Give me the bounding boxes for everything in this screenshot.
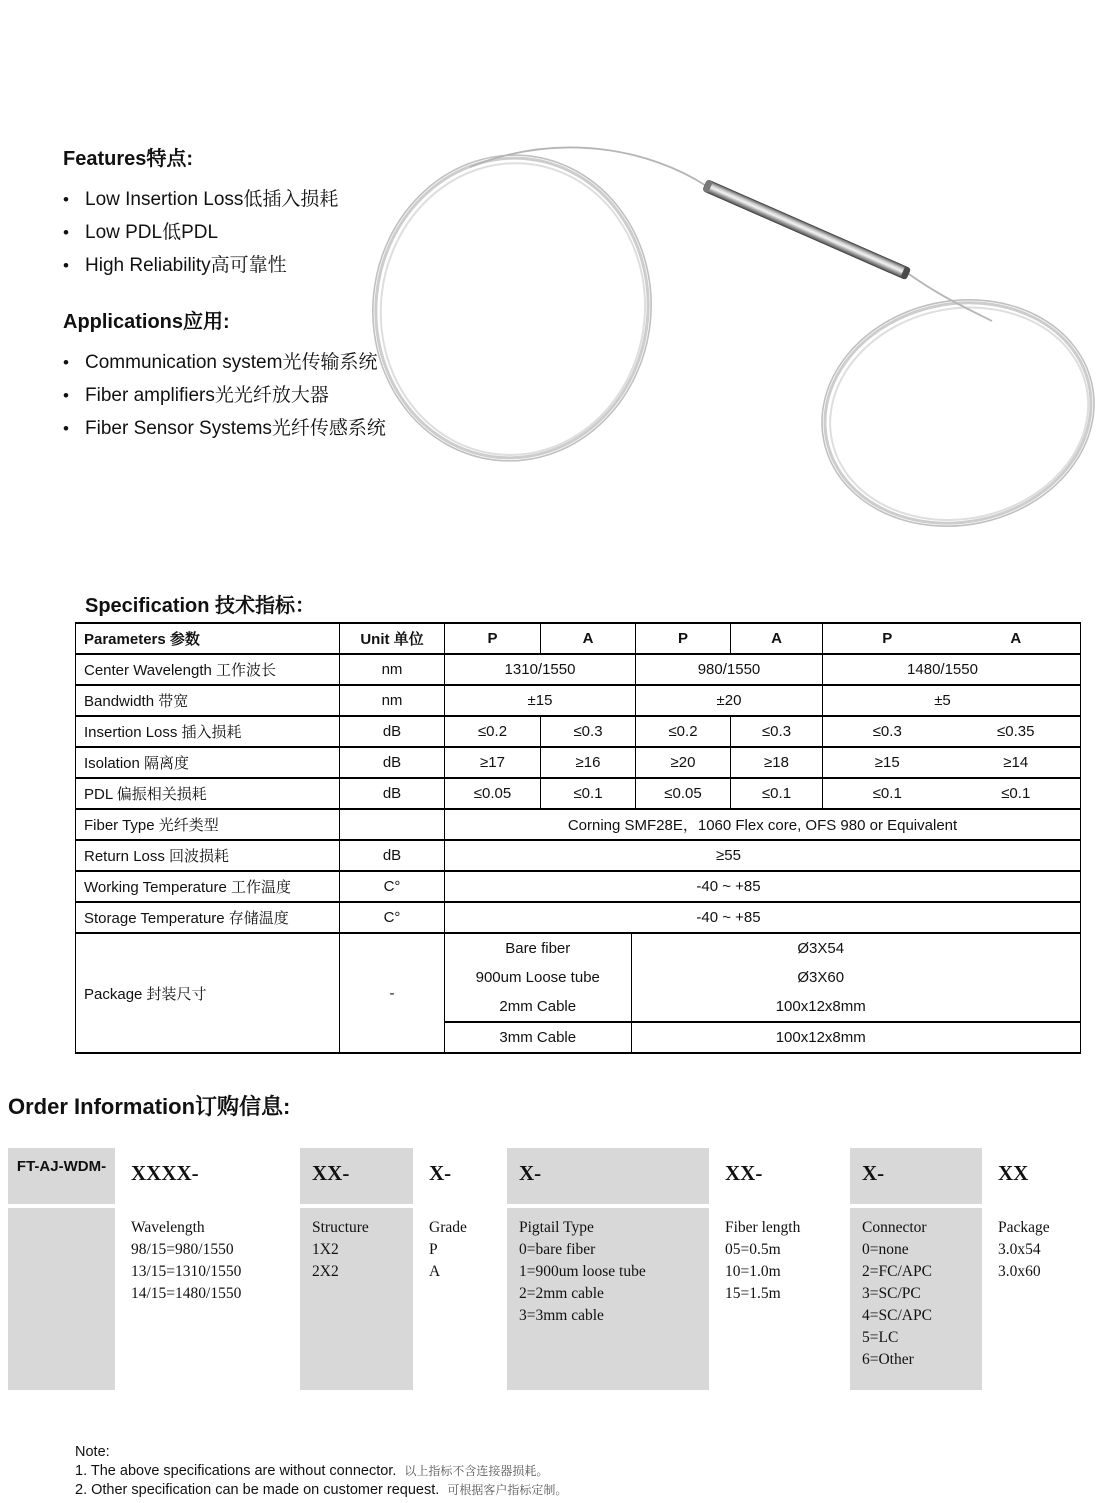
order-code: XX	[998, 1161, 1029, 1185]
table-row-package	[76, 933, 1081, 1053]
order-option: Structure	[312, 1219, 369, 1236]
row-label: Insertion Loss 插入损耗	[76, 716, 340, 747]
row-unit: nm	[340, 685, 445, 716]
spec-header-parameters: Parameters 参数	[76, 623, 340, 654]
application-text: Fiber Sensor Systems光纤传感系统	[85, 418, 386, 439]
applications-title: Applications应用:	[63, 311, 230, 333]
row-unit: nm	[340, 654, 445, 685]
table-row-storage-temperature	[76, 902, 1081, 933]
row-value: ±15	[445, 685, 636, 716]
note-section	[75, 1443, 567, 1500]
applications-section	[63, 305, 386, 445]
order-code: XX-	[300, 1148, 413, 1204]
table-row-pdl	[76, 778, 1081, 809]
order-option: 2X2	[312, 1263, 339, 1280]
row-unit: -	[340, 933, 445, 1053]
row-value: ≥18	[731, 747, 823, 778]
bullet-icon: •	[63, 386, 69, 405]
features-title: Features特点:	[63, 148, 194, 170]
order-information-table	[8, 1148, 1093, 1390]
row-label: PDL 偏振相关损耗	[76, 778, 340, 809]
feature-text: Low PDL低PDL	[85, 222, 219, 243]
row-label: Fiber Type 光纤类型	[76, 809, 340, 840]
order-option: Grade	[429, 1219, 467, 1236]
note-item	[75, 1462, 567, 1481]
spec-header-grade: P	[445, 623, 541, 654]
order-option: Fiber length	[725, 1219, 801, 1236]
row-value: ≤0.05	[636, 778, 731, 809]
note-item	[75, 1481, 567, 1500]
order-options	[986, 1208, 1089, 1390]
specification-table	[75, 622, 1081, 1054]
bullet-icon: •	[63, 190, 69, 209]
order-column-connector	[850, 1148, 982, 1390]
order-option: 14/15=1480/1550	[131, 1285, 242, 1302]
row-value: 1310/1550	[445, 654, 636, 685]
spec-header-grade: A	[731, 623, 823, 654]
fiber-coil-right	[801, 275, 1100, 551]
row-value: ±5	[823, 685, 1081, 716]
order-option: 1X2	[312, 1241, 339, 1258]
table-row-isolation	[76, 747, 1081, 778]
package-subtable	[445, 934, 1080, 1052]
row-value: ≥20	[636, 747, 731, 778]
order-option: 15=1.5m	[725, 1285, 781, 1302]
order-option: 3=3mm cable	[519, 1307, 604, 1324]
package-size: Ø3X60	[797, 969, 845, 986]
order-options	[8, 1208, 115, 1390]
row-value: ≤0.1	[823, 778, 952, 809]
table-row	[445, 992, 1080, 1022]
table-row-fiber-type	[76, 809, 1081, 840]
order-options	[850, 1208, 982, 1390]
row-label: Package 封装尺寸	[76, 933, 340, 1053]
order-options	[119, 1208, 296, 1390]
row-unit: C°	[340, 871, 445, 902]
package-size: 100x12x8mm	[631, 1022, 1080, 1052]
order-option: Connector	[862, 1219, 927, 1236]
order-column-package	[986, 1148, 1089, 1390]
spec-header-unit: Unit 单位	[340, 623, 445, 654]
row-value: ≤0.2	[636, 716, 731, 747]
order-option: 13/15=1310/1550	[131, 1263, 242, 1280]
order-option: Pigtail Type	[519, 1219, 594, 1236]
spec-header-grade: P	[823, 623, 952, 654]
order-option: A	[429, 1263, 441, 1280]
row-value: -40 ~ +85	[445, 871, 1081, 902]
row-label: Return Loss 回波损耗	[76, 840, 340, 871]
note-text-zh: 可根据客户指标定制。	[447, 1483, 568, 1497]
package-size: 100x12x8mm	[775, 998, 866, 1015]
table-row	[445, 934, 1080, 963]
order-option: Package	[998, 1219, 1050, 1236]
row-label: Center Wavelength 工作波长	[76, 654, 340, 685]
order-option: Wavelength	[131, 1219, 205, 1236]
row-label: Storage Temperature 存储温度	[76, 902, 340, 933]
package-type: Bare fiber	[445, 934, 631, 963]
order-options	[713, 1208, 846, 1390]
table-row-insertion-loss	[76, 716, 1081, 747]
order-code: XX-	[725, 1161, 763, 1185]
row-value: ≤0.2	[445, 716, 541, 747]
order-code: FT-AJ-WDM-	[8, 1148, 115, 1204]
order-column-prefix	[8, 1148, 115, 1390]
order-column-wavelength	[119, 1148, 296, 1390]
order-option: 3.0x54	[998, 1241, 1041, 1258]
row-unit: C°	[340, 902, 445, 933]
order-option: P	[429, 1241, 438, 1258]
list-item	[63, 183, 338, 216]
order-options	[300, 1208, 413, 1390]
table-row-center-wavelength	[76, 654, 1081, 685]
bullet-icon: •	[63, 353, 69, 372]
row-value: ≥17	[445, 747, 541, 778]
order-code: X-	[429, 1161, 452, 1185]
row-value: ≤0.05	[445, 778, 541, 809]
specification-table-wrap	[75, 622, 1081, 1054]
row-value: ≥14	[952, 747, 1081, 778]
spec-header-row	[76, 623, 1081, 654]
package-size: Ø3X54	[797, 940, 845, 957]
list-item	[63, 346, 386, 379]
row-value: ≤0.35	[952, 716, 1081, 747]
order-option: 4=SC/APC	[862, 1307, 932, 1324]
row-unit: dB	[340, 716, 445, 747]
package-type: 3mm Cable	[445, 1022, 631, 1052]
order-option: 5=LC	[862, 1329, 899, 1346]
package-type: 900um Loose tube	[445, 963, 631, 992]
order-options	[417, 1208, 503, 1390]
row-value: 980/1550	[636, 654, 823, 685]
spec-header-grade: P	[636, 623, 731, 654]
order-code: X-	[850, 1148, 982, 1204]
row-label: Isolation 隔离度	[76, 747, 340, 778]
list-item	[63, 412, 386, 445]
row-value: ≥16	[541, 747, 636, 778]
bullet-icon: •	[63, 419, 69, 438]
row-value: ≤0.1	[952, 778, 1081, 809]
order-column-pigtail-type	[507, 1148, 709, 1390]
row-value: ≥55	[445, 840, 1081, 871]
row-unit: dB	[340, 747, 445, 778]
note-text-zh: 以上指标不含连接器损耗。	[404, 1464, 549, 1478]
fiber-coil-left	[358, 141, 666, 474]
row-value: 1480/1550	[823, 654, 1081, 685]
order-option: 05=0.5m	[725, 1241, 781, 1258]
row-value: ≤0.3	[541, 716, 636, 747]
order-option: 98/15=980/1550	[131, 1241, 234, 1258]
list-item	[63, 216, 338, 249]
order-column-grade	[417, 1148, 503, 1390]
spec-header-grade: A	[541, 623, 636, 654]
order-option: 2=2mm cable	[519, 1285, 604, 1302]
steel-tube	[703, 180, 911, 280]
note-text-en: 1. The above specifications are without connector.	[75, 1463, 397, 1479]
order-option: 1=900um loose tube	[519, 1263, 646, 1280]
bullet-icon: •	[63, 256, 69, 275]
spec-header-grade: A	[952, 623, 1081, 654]
row-label: Bandwidth 带宽	[76, 685, 340, 716]
feature-text: Low Insertion Loss低插入损耗	[85, 189, 339, 210]
note-text-en: 2. Other specification can be made on customer request.	[75, 1482, 440, 1498]
fiber-lead-right	[906, 272, 992, 321]
features-section	[63, 142, 338, 282]
feature-text: High Reliability高可靠性	[85, 255, 287, 276]
table-row-bandwidth	[76, 685, 1081, 716]
row-value: ≤0.1	[731, 778, 823, 809]
row-value: ±20	[636, 685, 823, 716]
order-option: 2=FC/APC	[862, 1263, 932, 1280]
order-code: XXXX-	[131, 1161, 199, 1185]
list-item	[63, 249, 338, 282]
row-value: ≤0.3	[823, 716, 952, 747]
row-label: Working Temperature 工作温度	[76, 871, 340, 902]
table-row-return-loss	[76, 840, 1081, 871]
package-type: 2mm Cable	[445, 992, 631, 1022]
order-option: 3.0x60	[998, 1263, 1041, 1280]
row-unit	[340, 809, 445, 840]
order-option: 10=1.0m	[725, 1263, 781, 1280]
bullet-icon: •	[63, 223, 69, 242]
table-row	[445, 1022, 1080, 1052]
note-title: Note:	[75, 1444, 110, 1460]
row-value: Corning SMF28E，1060 Flex core, OFS 980 or Equivalent	[445, 809, 1081, 840]
specification-title: Specification 技术指标：	[85, 595, 316, 617]
order-option: 0=bare fiber	[519, 1241, 596, 1258]
order-options	[507, 1208, 709, 1390]
row-value: -40 ~ +85	[445, 902, 1081, 933]
order-column-structure	[300, 1148, 413, 1390]
row-value: ≤0.3	[731, 716, 823, 747]
list-item	[63, 379, 386, 412]
order-column-fiber-length	[713, 1148, 846, 1390]
row-value: ≤0.1	[541, 778, 636, 809]
table-row	[445, 963, 1080, 992]
package-subtable-cell	[445, 933, 1081, 1053]
order-information-title: Order Information订购信息:	[8, 1094, 291, 1119]
application-text: Communication system光传输系统	[85, 352, 378, 373]
order-option: 0=none	[862, 1241, 909, 1258]
row-unit: dB	[340, 840, 445, 871]
application-text: Fiber amplifiers光光纤放大器	[85, 385, 329, 406]
product-photo	[340, 125, 1100, 565]
row-value: ≥15	[823, 747, 952, 778]
table-row-working-temperature	[76, 871, 1081, 902]
order-option: 6=Other	[862, 1351, 914, 1368]
order-option: 3=SC/PC	[862, 1285, 921, 1302]
row-unit: dB	[340, 778, 445, 809]
order-code: X-	[507, 1148, 709, 1204]
